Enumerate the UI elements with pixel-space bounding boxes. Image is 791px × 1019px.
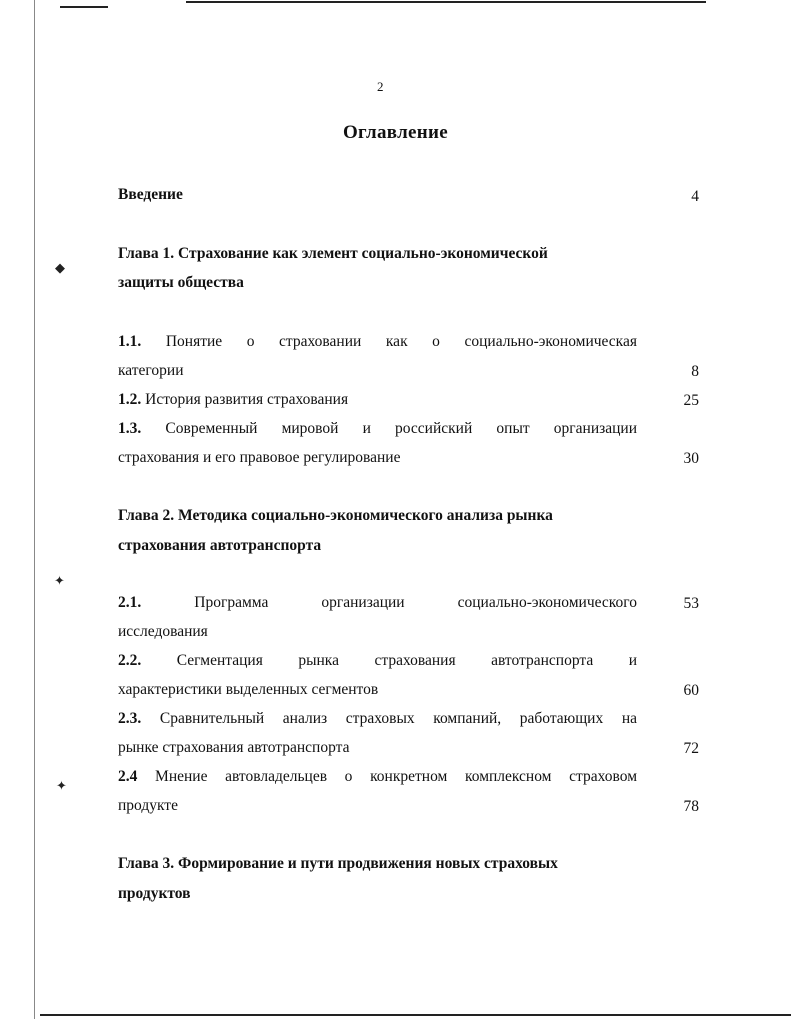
scan-edge-top-left xyxy=(60,6,108,8)
scan-edge-top xyxy=(186,1,706,3)
section-2-1-page: 53 xyxy=(683,595,699,612)
chapter-1-title-cont: защиты общества xyxy=(118,274,244,291)
section-number: 2.2. xyxy=(118,652,142,669)
section-2-2-page: 60 xyxy=(683,682,699,699)
chapter-3-title: Глава 3. Формирование и пути продвижения новых страховых xyxy=(118,855,558,872)
section-title: История развития страхования xyxy=(145,391,349,408)
section-1-1-cont: категории xyxy=(118,362,184,379)
section-number: 2.3. xyxy=(118,710,142,727)
section-number: 2.1. xyxy=(118,594,142,611)
section-2-3-cont: рынке страхования автотранспорта xyxy=(118,739,350,756)
scan-edge-left xyxy=(34,0,35,1019)
page-title: Оглавление xyxy=(342,122,449,143)
chapter-2-title: Глава 2. Методика социально-экономического анализа рынка xyxy=(118,507,553,524)
chapter-3-title-cont: продуктов xyxy=(118,885,191,902)
chapter-1-title: Глава 1. Страхование как элемент социально-экономической xyxy=(118,245,548,262)
section-title: Понятие о страховании как о социально-экономическая xyxy=(165,333,637,350)
section-title: Современный мировой и российский опыт организации xyxy=(165,420,637,437)
section-2-3 xyxy=(118,710,637,728)
section-1-1-page: 8 xyxy=(691,363,699,380)
section-title: Программа организации социально-экономического xyxy=(194,594,638,611)
section-2-1-cont: исследования xyxy=(118,623,208,640)
section-2-1 xyxy=(118,594,637,612)
page-number: 2 xyxy=(377,79,384,94)
section-2-2 xyxy=(118,652,637,670)
scan-speck: ✦ xyxy=(56,778,67,793)
section-title: Мнение автовладельцев о конкретном комплексном страховом xyxy=(155,768,637,785)
section-number: 2.4 xyxy=(118,768,138,785)
scan-edge-bottom xyxy=(40,1014,791,1016)
section-title: Сравнительный анализ страховых компаний, работающих на xyxy=(159,710,638,727)
section-1-3-page: 30 xyxy=(683,450,699,467)
scan-speck: ◆ xyxy=(55,260,65,275)
section-2-2-cont: характеристики выделенных сегментов xyxy=(118,681,379,698)
section-1-1 xyxy=(118,333,637,351)
section-1-3 xyxy=(118,420,637,438)
section-2-4 xyxy=(118,768,637,786)
section-1-2 xyxy=(118,391,348,409)
section-2-3-page: 72 xyxy=(683,740,699,757)
section-number: 1.1. xyxy=(118,333,142,350)
scan-speck: ✦ xyxy=(54,573,65,588)
section-2-4-cont: продукте xyxy=(118,797,178,814)
section-2-4-page: 78 xyxy=(683,798,699,815)
toc-intro-page: 4 xyxy=(691,188,699,205)
section-title: Сегментация рынка страхования автотранспорта и xyxy=(176,652,637,669)
chapter-2-title-cont: страхования автотранспорта xyxy=(118,537,322,554)
section-number: 1.3. xyxy=(118,420,142,437)
toc-intro: Введение xyxy=(118,186,183,203)
section-1-3-cont: страхования и его правовое регулирование xyxy=(118,449,401,466)
section-number: 1.2. xyxy=(118,391,142,408)
section-1-2-page: 25 xyxy=(683,392,699,409)
